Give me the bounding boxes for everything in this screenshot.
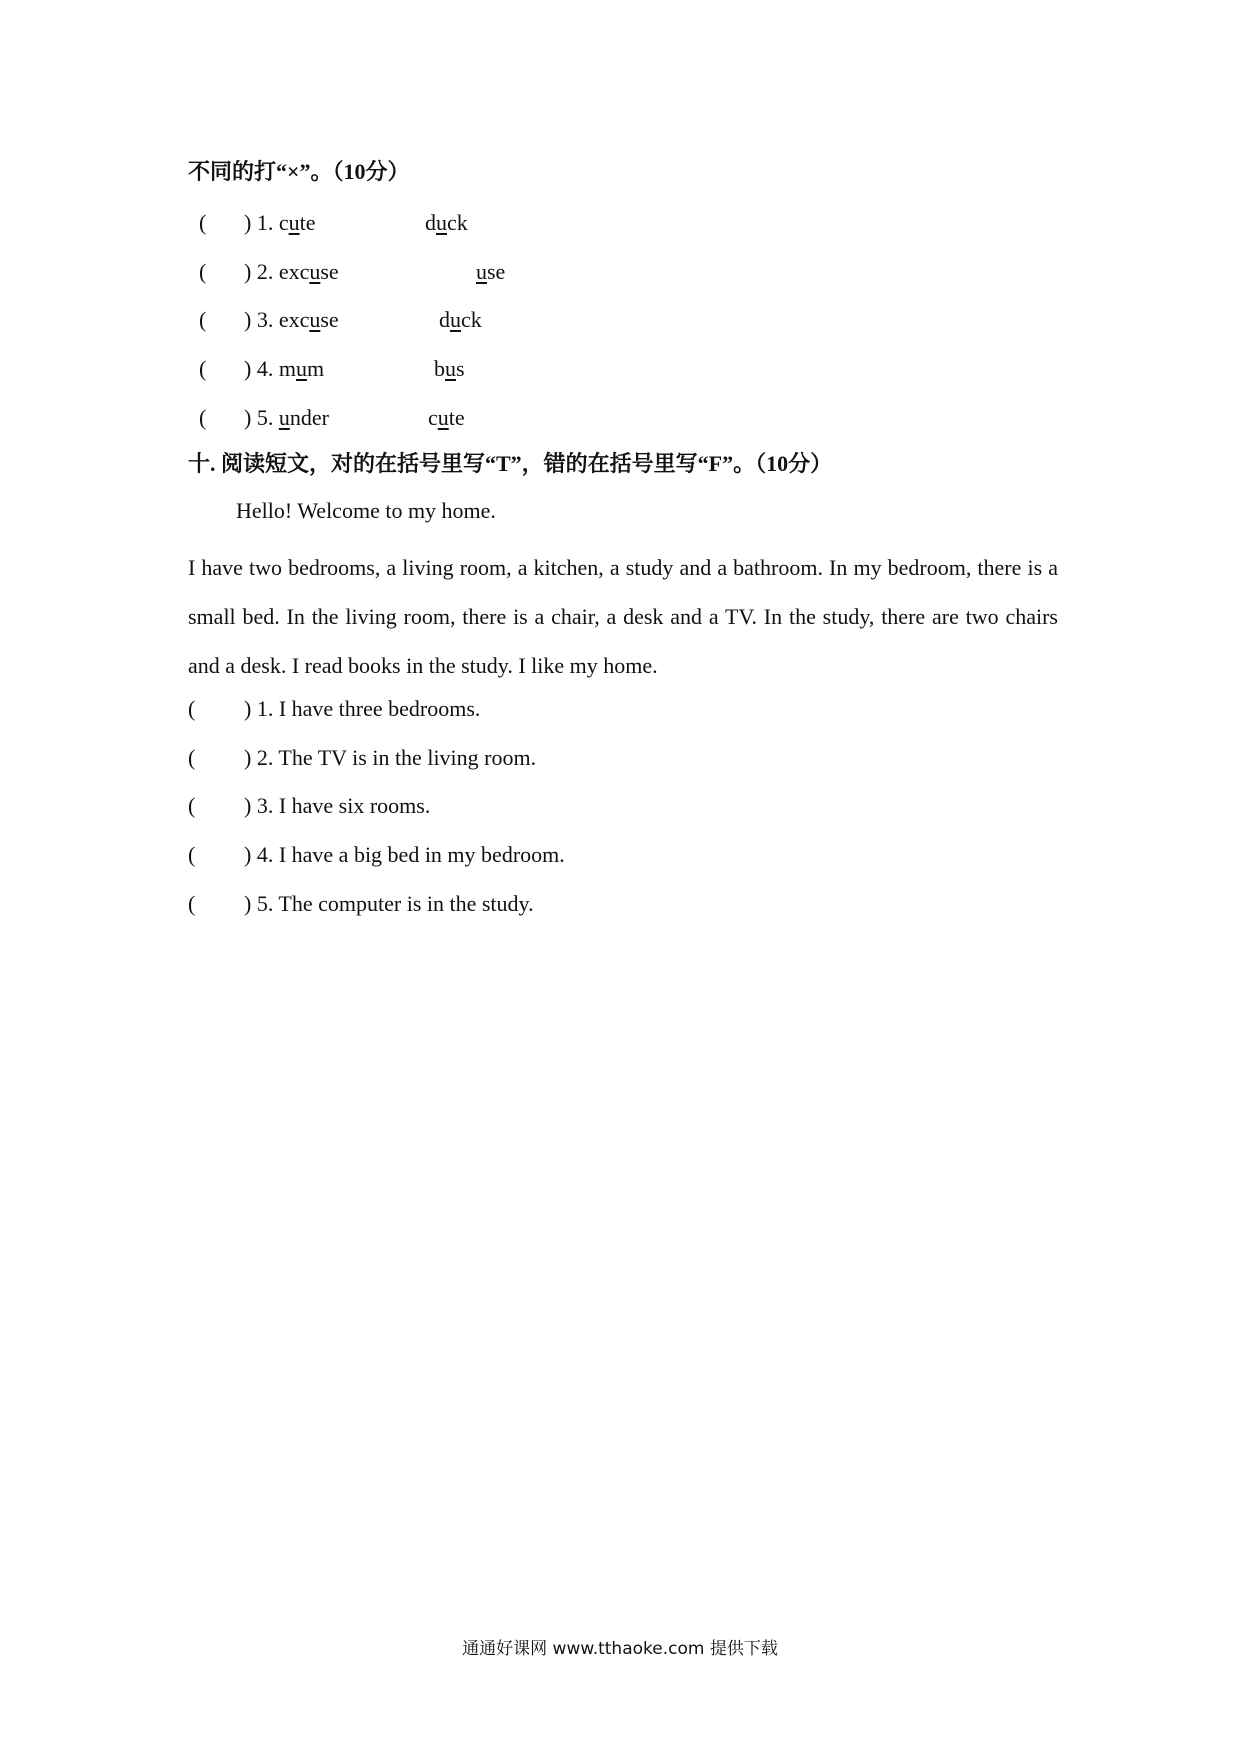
question-text: ) 4. I have a big bed in my bedroom. bbox=[244, 842, 565, 867]
word-one: excuse bbox=[278, 307, 339, 332]
word-two: bus bbox=[434, 356, 465, 381]
item-number: ) 1. cute bbox=[244, 210, 316, 235]
section-9-heading: 不同的打“×”。（10分） bbox=[188, 159, 410, 184]
reading-passage: I have two bedrooms, a living room, a kitchen, a study and a bathroom. In my bedroom, there is a small bed. In the living room, there is a chair, a desk and a TV. In the study, there are two chairs and a desk. I read books in the study. I like my home. bbox=[188, 555, 1058, 678]
passage-greeting: Hello! Welcome to my home. bbox=[236, 498, 496, 523]
word-one: under bbox=[278, 405, 329, 430]
answer-blank-open-paren[interactable]: ( bbox=[188, 745, 196, 770]
word-one: mum bbox=[278, 356, 325, 381]
footer-credit: 通通好课网 www.tthaoke.com 提供下载 bbox=[462, 1639, 778, 1659]
answer-blank-open-paren[interactable]: ( bbox=[199, 356, 207, 381]
word-two: duck bbox=[439, 307, 482, 332]
section-10-heading: 十. 阅读短文，对的在括号里写“T”，错的在括号里写“F”。（10分） bbox=[188, 451, 833, 476]
item-number: ) 4. mum bbox=[244, 356, 325, 381]
answer-blank-open-paren[interactable]: ( bbox=[188, 891, 196, 916]
answer-blank-open-paren[interactable]: ( bbox=[199, 307, 207, 332]
word-two: cute bbox=[428, 405, 465, 430]
word-one: excuse bbox=[278, 259, 339, 284]
item-number: ) 5. under bbox=[244, 405, 329, 430]
item-number: ) 2. excuse bbox=[244, 259, 339, 284]
answer-blank-open-paren[interactable]: ( bbox=[199, 210, 207, 235]
word-one: cute bbox=[278, 210, 316, 235]
answer-blank-open-paren[interactable]: ( bbox=[188, 793, 196, 818]
answer-blank-open-paren[interactable]: ( bbox=[188, 696, 196, 721]
word-two: duck bbox=[425, 210, 468, 235]
question-text: ) 3. I have six rooms. bbox=[244, 793, 431, 818]
answer-blank-open-paren[interactable]: ( bbox=[199, 405, 207, 430]
question-text: ) 1. I have three bedrooms. bbox=[244, 696, 481, 721]
answer-blank-open-paren[interactable]: ( bbox=[188, 842, 196, 867]
answer-blank-open-paren[interactable]: ( bbox=[199, 259, 207, 284]
item-number: ) 3. excuse bbox=[244, 307, 339, 332]
question-text: ) 5. The computer is in the study. bbox=[244, 891, 534, 916]
question-text: ) 2. The TV is in the living room. bbox=[244, 745, 537, 770]
word-two: use bbox=[476, 259, 506, 284]
